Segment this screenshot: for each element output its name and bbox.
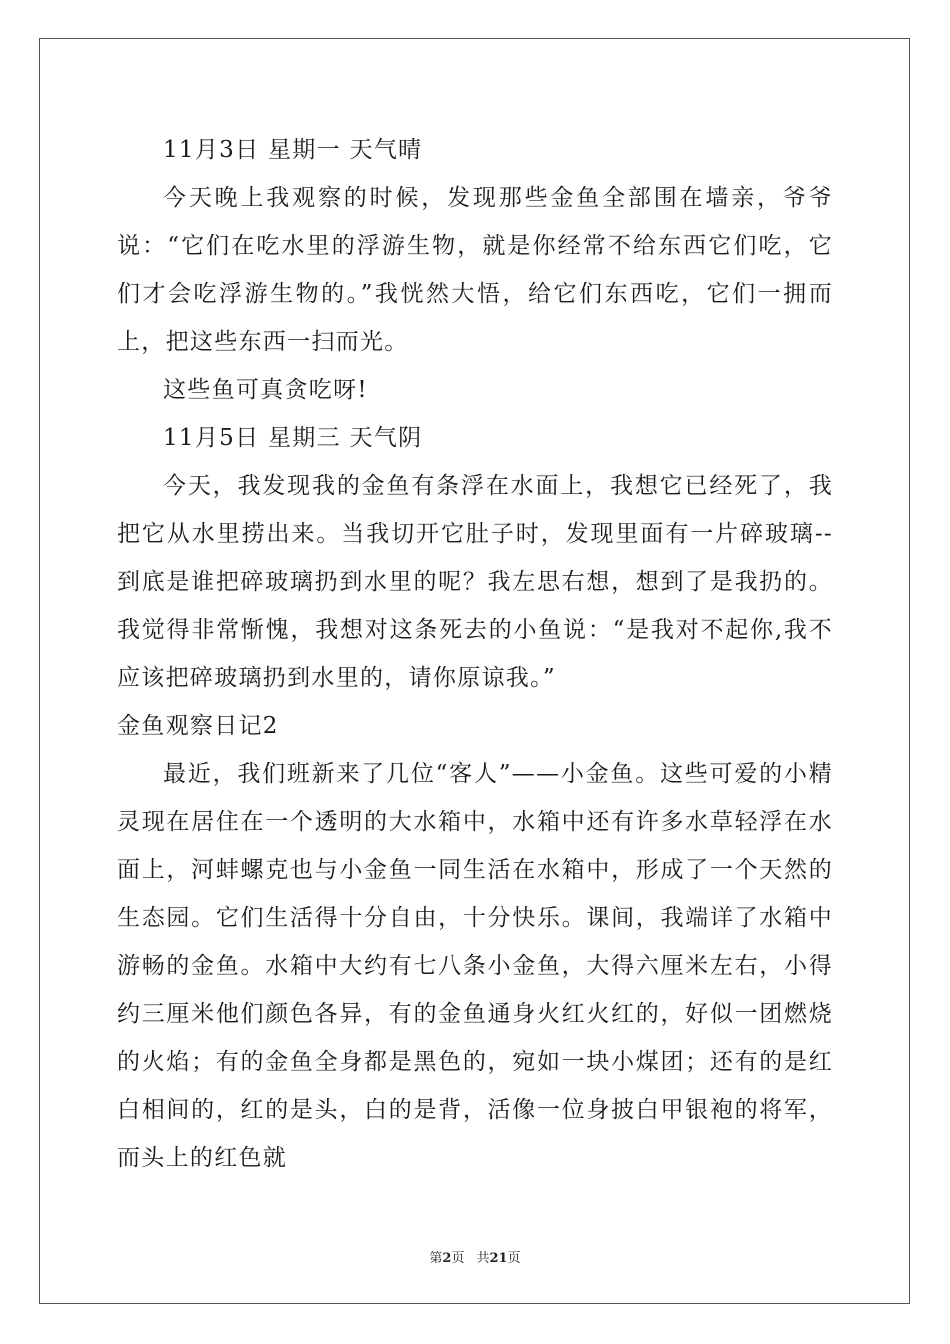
paragraph-dead-fish: 今天，我发现我的金鱼有条浮在水面上，我想它已经死了，我把它从水里捞出来。当我切开它肚子时，发现里面有一片碎玻璃--到底是谁把碎玻璃扔到水里的呢？我左思右想，想到了是我扔的。我觉得非常惭愧，我想对这条死去的小鱼说：“是我对不起你,我不应该把碎玻璃扔到水里的，请你原谅我。” — [117, 473, 833, 691]
footer-total-prefix: 共 — [476, 1251, 490, 1266]
paragraph-greedy-fish: 这些鱼可真贪吃呀! — [163, 377, 368, 403]
diary-date-nov-5: 11月5日 星期三 天气阴 — [163, 425, 423, 451]
paragraph-observation-feeding: 今天晚上我观察的时候，发现那些金鱼全部围在墙亲，爷爷说：“它们在吃水里的浮游生物，就是你经常不给东西它们吃，它们才会吃浮游生物的。”我恍然大悟，给它们东西吃，它们一拥而上，把这些东西一扫而光。 — [117, 185, 833, 355]
diary-date-nov-3: 11月3日 星期一 天气晴 — [163, 137, 423, 163]
footer-prefix: 第 — [429, 1251, 443, 1266]
footer-page-word: 页 — [451, 1251, 465, 1266]
section-title: 金鱼观察日记2 — [117, 713, 279, 739]
total-pages-number: 21 — [489, 1251, 508, 1266]
paragraph-new-guests: 最近，我们班新来了几位“客人”——小金鱼。这些可爱的小精灵现在居住在一个透明的大水箱中，水箱中还有许多水草轻浮在水面上，河蚌螺克也与小金鱼一同生活在水箱中，形成了一个天然的生态园。它们生活得十分自由，十分快乐。课间，我端详了水箱中游畅的金鱼。水箱中大约有七八条小金鱼，大得六厘米左右，小得约三厘米他们颜色各异，有的金鱼通身火红火红的，好似一团燃烧的火焰；有的金鱼全身都是黑色的，宛如一块小煤团；还有的是红白相间的，红的是头，白的是背，活像一位身披白甲银袍的将军，而头上的红色就 — [117, 761, 833, 1171]
footer-total-suffix: 页 — [507, 1251, 521, 1266]
document-body — [117, 126, 833, 1182]
page-footer — [0, 1247, 950, 1266]
current-page-number: 2 — [442, 1251, 452, 1266]
